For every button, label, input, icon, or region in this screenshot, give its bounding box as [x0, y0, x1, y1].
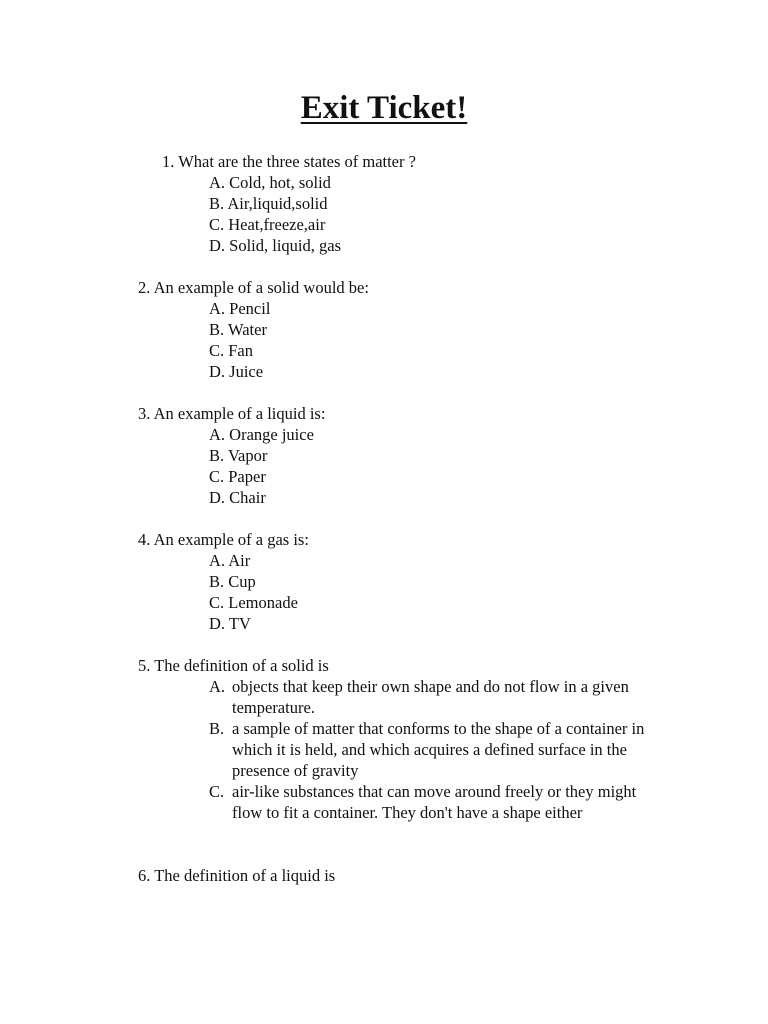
question-2-option-a: A. Pencil: [209, 299, 271, 318]
question-3-option-c: C. Paper: [209, 467, 266, 486]
page-title: Exit Ticket!: [300, 90, 468, 126]
question-4-prompt: 4. An example of a gas is:: [138, 530, 309, 549]
question-3-option-a: A. Orange juice: [209, 425, 314, 444]
question-5-option-b: [209, 718, 669, 781]
question-5-option-c: [209, 781, 669, 823]
question-4-option-d: D. TV: [209, 614, 251, 633]
question-1-option-d: D. Solid, liquid, gas: [209, 236, 342, 255]
question-1-prompt: 1. What are the three states of matter ?: [162, 152, 416, 171]
question-1-option-c: C. Heat,freeze,air: [209, 215, 326, 234]
question-4-option-c: C. Lemonade: [209, 593, 298, 612]
question-2-option-d: D. Juice: [209, 362, 264, 381]
question-1-option-a: A. Cold, hot, solid: [209, 173, 331, 192]
option-text: objects that keep their own shape and do not flow in a given temperature.: [232, 677, 629, 717]
question-5-prompt: 5. The definition of a solid is: [138, 656, 329, 675]
option-letter: C.: [209, 782, 225, 801]
question-2-option-c: C. Fan: [209, 341, 254, 360]
question-1-option-b: B. Air,liquid,solid: [209, 194, 328, 213]
question-4-option-b: B. Cup: [209, 572, 256, 591]
question-3-option-d: D. Chair: [209, 488, 266, 507]
option-letter: B.: [209, 719, 225, 738]
question-2-prompt: 2. An example of a solid would be:: [138, 278, 369, 297]
option-letter: A.: [209, 677, 226, 696]
option-text: air-like substances that can move around freely or they might flow to fit a container. They don't have a shape either: [232, 782, 637, 822]
question-6-prompt: 6. The definition of a liquid is: [138, 866, 336, 885]
question-3-option-b: B. Vapor: [209, 446, 268, 465]
question-5-option-a: [209, 676, 669, 718]
question-2-option-b: B. Water: [209, 320, 267, 339]
option-text: a sample of matter that conforms to the shape of a container in which it is held, and which acquires a defined surface in the presence of gravity: [232, 719, 645, 780]
question-4-option-a: A. Air: [209, 551, 251, 570]
question-3-prompt: 3. An example of a liquid is:: [138, 404, 326, 423]
